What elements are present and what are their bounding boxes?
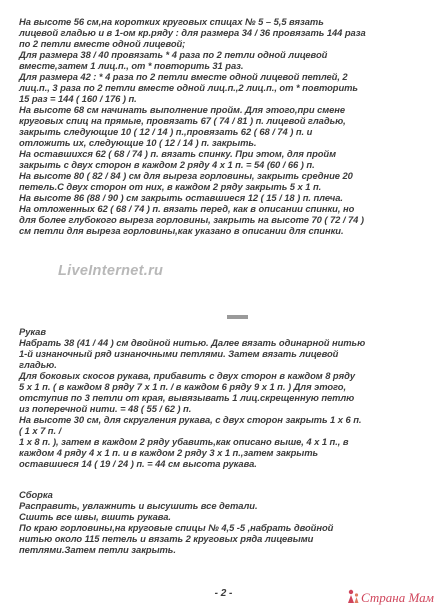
sleeve-section (19, 326, 434, 469)
body-line: лицевой гладью и в 1-ом кр.ряду : для размера 34 / 36 провязать 144 раза (19, 27, 366, 38)
body-line: На высоте 86 (88 / 90 ) см закрыть оставшиеся 12 ( 15 / 18 ) п. плеча. (19, 192, 343, 203)
body-line: На высоте 80 ( 82 / 84 ) см для выреза горловины, закрыть средние 20 (19, 170, 353, 181)
sleeve-line: На высоте 30 см, для скругления рукава, с двух сторон закрыть 1 х 6 п. (19, 414, 362, 425)
sleeve-heading: Рукав (19, 326, 46, 337)
assembly-line: нитью около 115 петель и вязать 2 круговых ряда лицевыми (19, 533, 314, 544)
body-line: отложить их, следующие 10 ( 12 / 14 ) п. закрыть. (19, 137, 257, 148)
body-line: На высоте 68 см начинать выполнение пройм. Для этого,при смене (19, 104, 346, 115)
body-line: для более глубокого выреза горловины, закрыть на высоте 70 ( 72 / 74 ) (19, 214, 364, 225)
sleeve-line: гладью. (19, 359, 57, 370)
body-line: закрыть следующие 10 ( 12 / 14 ) п.,провязать 62 ( 68 / 74 ) п. и (19, 126, 313, 137)
sleeve-line: 5 х 1 п. ( в каждом 8 ряду 7 х 1 п. / в каждом 6 ряду 9 х 1 п. ) Для этого, (19, 381, 347, 392)
sleeve-line: 1 х 8 п. ), затем в каждом 2 ряду убавить,как описано выше, 4 х 1 п., в (19, 436, 349, 447)
assembly-line: петлями.Затем петли закрыть. (19, 544, 176, 555)
watermark-bar (227, 315, 248, 319)
assembly-section (19, 489, 434, 555)
sleeve-line: Набрать 38 (41 / 44 ) см двойной нитью. Далее вязать одинарной нитью (19, 337, 366, 348)
body-line: лиц.п., 3 раза по 2 петли вместе одной лиц.п.,2 лиц.п., от * повторить (19, 82, 358, 93)
sleeve-line: каждом 4 ряду 4 х 1 п. и в каждом 2 ряду 3 х 1 п.,затем закрыть (19, 447, 319, 458)
body-line: На оставшихся 62 ( 68 / 74 ) п. вязать спинку. При этом, для пройм (19, 148, 336, 159)
assembly-line: Расправить, увлажнить и высушить все детали. (19, 500, 258, 511)
body-line: см петли для выреза горловины,как указано в описании для спинки. (19, 225, 344, 236)
body-line: На отложенных 62 ( 68 / 74 ) п. вязать перед, как в описании спинки, но (19, 203, 355, 214)
body-line: Для размера 38 / 40 провязать * 4 раза по 2 петли одной лицевой (19, 49, 328, 60)
body-line: круговых спиц на прямые, провязать 67 ( 74 / 81 ) п. лицевой гладью, (19, 115, 346, 126)
sleeve-line: отступив по 3 петли от края, вывязывать 1 лиц.скрещенную петлю (19, 392, 355, 403)
watermark: LiveInternet.ru (58, 263, 164, 279)
sleeve-line: Для боковых скосов рукава, прибавить с двух сторон в каждом 8 ряду (19, 370, 355, 381)
page-number: - 2 - (214, 588, 233, 599)
body-line: петель.С двух сторон от них, в каждом 2 ряду закрыть 5 х 1 п. (19, 181, 322, 192)
site-logo (345, 588, 445, 606)
body-line: 15 раз = 144 ( 160 / 176 ) п. (19, 93, 137, 104)
assembly-heading: Сборка (19, 489, 53, 500)
body-line: по 2 петли вместе одной лицевой; (19, 38, 186, 49)
logo-figures-icon (348, 590, 359, 603)
body-section (19, 16, 434, 236)
body-line: вместе,затем 1 лиц.п., от * повторить 31 раз. (19, 60, 244, 71)
body-line: Для размера 42 : * 4 раза по 2 петли вместе одной лицевой петлей, 2 (19, 71, 348, 82)
assembly-line: Сшить все швы, вшить рукава. (19, 511, 171, 522)
body-line: закрыть с двух сторон в каждом 2 ряду 4 х 1 п. = 54 (60 / 66 ) п. (19, 159, 315, 170)
sleeve-line: 1-й изнаночный ряд изнаночными петлями. Затем вязать лицевой (19, 348, 339, 359)
assembly-line: По краю горловины,на круговые спицы № 4,5 -5 ,набрать двойной (19, 522, 334, 533)
sleeve-line: ( 1 х 7 п. / (19, 425, 62, 436)
sleeve-line: из поперечной нити. = 48 ( 55 / 62 ) п. (19, 403, 192, 414)
sleeve-line: оставшиеся 14 ( 19 / 24 ) п. = 44 см высота рукава. (19, 458, 257, 469)
body-line: На высоте 56 см,на коротких круговых спицах № 5 – 5,5 вязать (19, 16, 324, 27)
logo-text: Страна Мам (361, 590, 434, 605)
